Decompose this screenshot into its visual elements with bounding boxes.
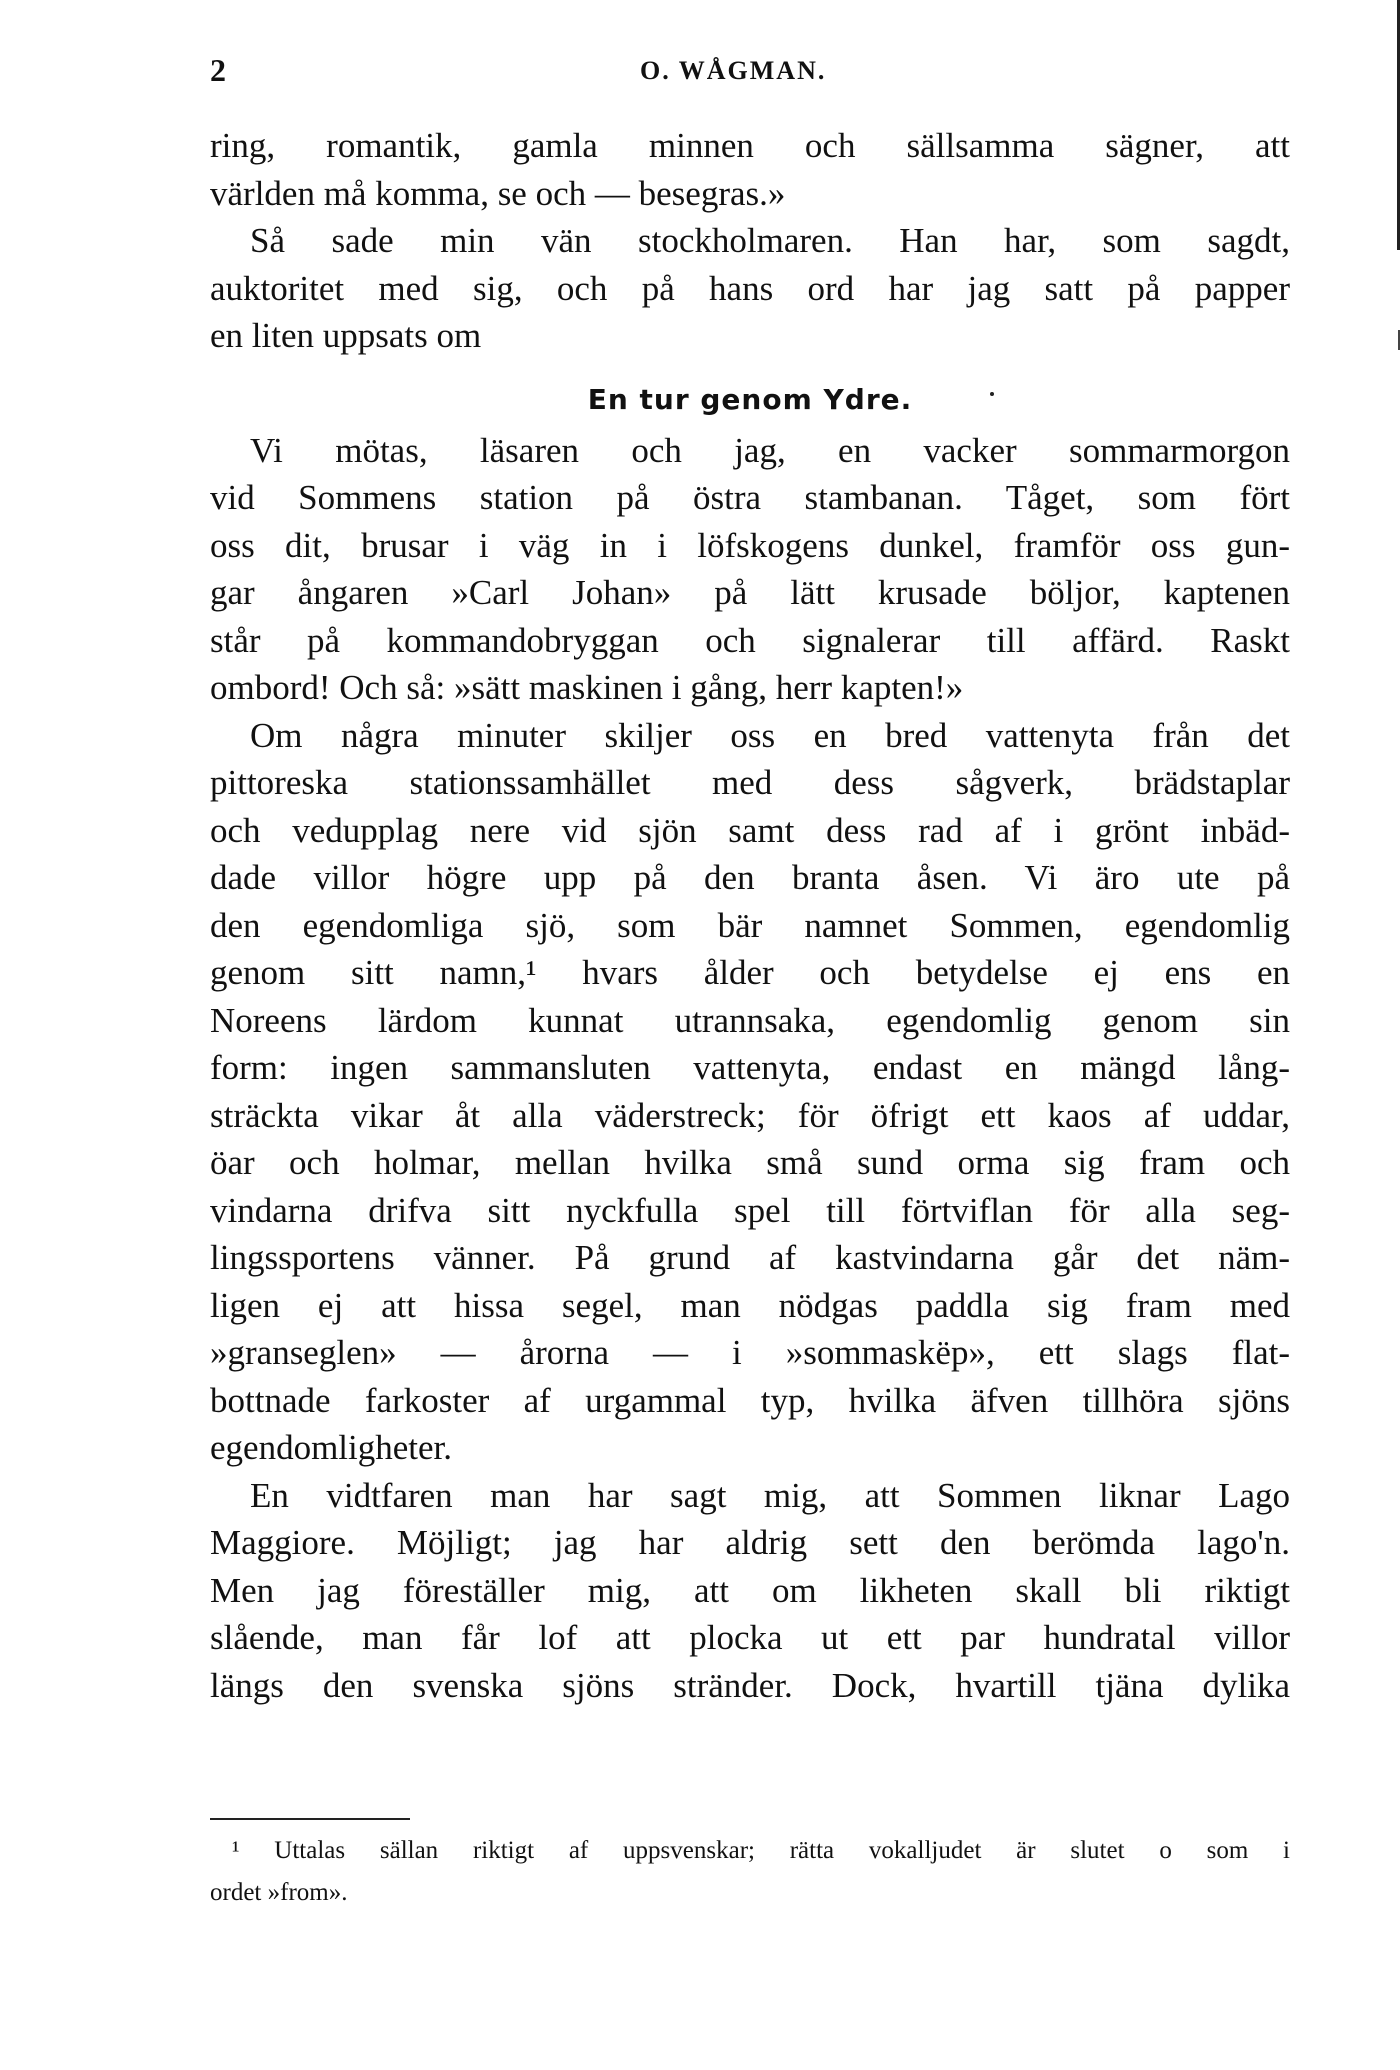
section-title: En tur genom Ydre. (587, 382, 913, 416)
text-line: står på kommandobryggan och signalerar till affärd. Raskt (210, 620, 1290, 660)
text-line: Maggiore. Möjligt; jag har aldrig sett den berömda lago'n. (210, 1523, 1290, 1562)
text-line: ombord! Och så: »sätt maskinen i gång, herr kapten!» (210, 668, 964, 707)
text-line: ligen ej att hissa segel, man nödgas paddla sig fram med (210, 1285, 1290, 1325)
footnotes (210, 1830, 1290, 1914)
text-line: en liten uppsats om (210, 316, 482, 355)
text-line: världen må komma, se och — besegras.» (210, 173, 786, 213)
text-line: form: ingen sammansluten vattenyta, endast en mängd lång- (210, 1048, 1290, 1087)
running-head: O. WÅGMAN. (640, 56, 827, 85)
text-line: Vi mötas, läsaren och jag, en vacker sommarmorgon (250, 430, 1290, 470)
text-line: oss dit, brusar i väg in i löfskogens dunkel, framför oss gun- (210, 525, 1290, 565)
text-line: längs den svenska sjöns stränder. Dock, hvartill tjäna dylika (210, 1665, 1290, 1705)
text-line: vid Sommens station på östra stambanan. Tåget, som fört (210, 478, 1290, 517)
text-line: »granseglen» — årorna — i »sommaskëp», ett slags flat- (210, 1333, 1290, 1372)
text-line: egendomligheter. (210, 1428, 453, 1467)
text-line: En vidtfaren man har sagt mig, att Sommen liknar Lago (250, 1475, 1290, 1515)
text-line: dade villor högre upp på den branta åsen. Vi äro ute på (210, 858, 1290, 897)
footnote-line: ¹ Uttalas sällan riktigt af uppsvenskar; rätta vokalljudet är slutet o som i (232, 1837, 1290, 1864)
text-line: auktoritet med sig, och på hans ord har jag satt på papper (210, 268, 1290, 308)
text-line: Noreens lärdom kunnat utrannsaka, egendomlig genom sin (210, 1000, 1290, 1040)
text-line: genom sitt namn,¹ hvars ålder och betydelse ej ens en (210, 953, 1290, 992)
text-line: bottnade farkoster af urgammal typ, hvilka äfven tillhöra sjöns (210, 1380, 1290, 1420)
text-line: ring, romantik, gamla minnen och sällsamma sägner, att (210, 126, 1290, 165)
text-line: Om några minuter skiljer oss en bred vattenyta från det (250, 715, 1290, 755)
text-line: lingssportens vänner. På grund af kastvindarna går det näm- (210, 1238, 1290, 1277)
text-line: slående, man får lof att plocka ut ett par hundratal villor (210, 1618, 1290, 1657)
text-line: Så sade min vän stockholmaren. Han har, som sagdt, (250, 221, 1290, 260)
footnote-rule (210, 1818, 410, 1820)
page-number: 2 (210, 52, 226, 88)
text-line: vindarna drifva sitt nyckfulla spel till förtviflan för alla seg- (210, 1190, 1290, 1230)
body-text (210, 122, 1290, 1709)
footnote-line: ordet »from». (210, 1879, 348, 1906)
page-header (210, 52, 1290, 102)
text-line: den egendomliga sjö, som bär namnet Sommen, egendomlig (210, 905, 1290, 945)
text-line: och vedupplag nere vid sjön samt dess rad af i grönt inbäd- (210, 810, 1290, 850)
text-line: öar och holmar, mellan hvilka små sund orma sig fram och (210, 1143, 1290, 1182)
text-line: gar ångaren »Carl Johan» på lätt krusade böljor, kaptenen (210, 573, 1290, 612)
text-line: Men jag föreställer mig, att om likheten skall bli riktigt (210, 1570, 1290, 1610)
text-line: pittoreska stationssamhället med dess sågverk, brädstaplar (210, 763, 1290, 802)
text-line: sträckta vikar åt alla väderstreck; för öfrigt ett kaos af uddar, (210, 1095, 1290, 1135)
